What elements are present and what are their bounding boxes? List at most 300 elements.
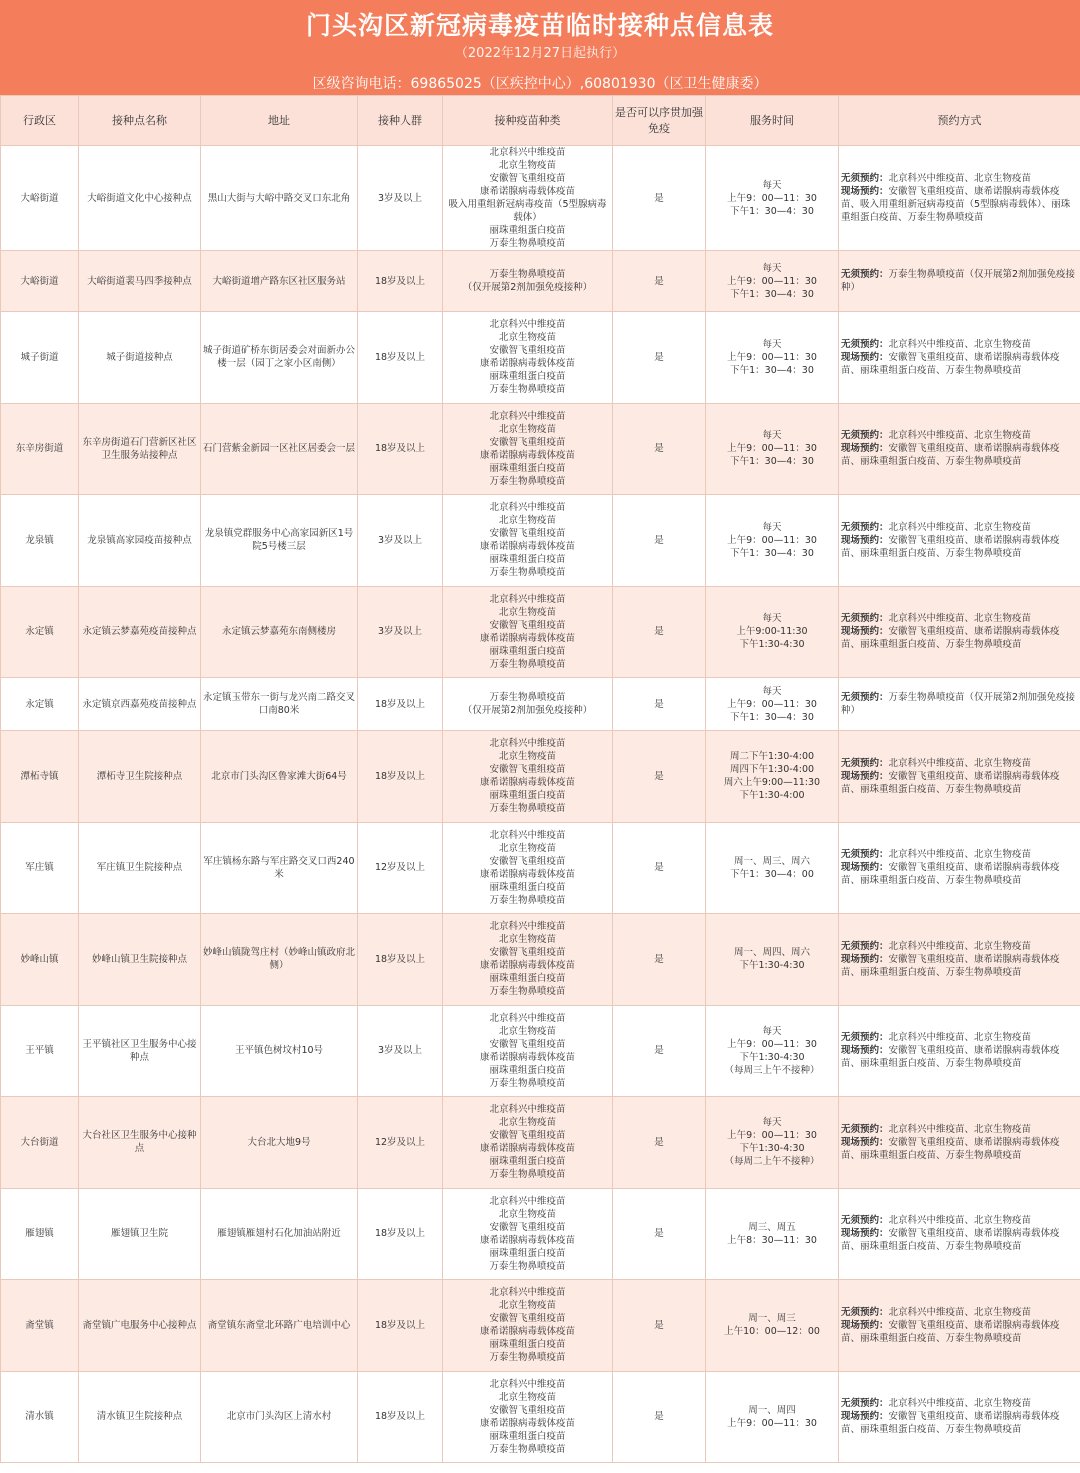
no-appointment-vaccines: 万泰生物鼻喷疫苗（仅开展第2剂加强免疫接种）	[841, 692, 1076, 716]
cell-vaccines	[443, 403, 613, 495]
onsite-appointment-label: 现场预约：	[841, 1319, 889, 1331]
vaccine-line: 北京生物疫苗	[498, 606, 556, 618]
cell-hours	[706, 1188, 839, 1280]
vaccine-line: 康希诺腺病毒载体疫苗	[479, 960, 575, 972]
onsite-appointment-label: 现场预约：	[841, 770, 889, 782]
vaccine-line: 康希诺腺病毒载体疫苗	[479, 1143, 575, 1155]
vaccine-line: 北京科兴中维疫苗	[489, 921, 566, 933]
hours-line: 下午1：30—4：00	[730, 868, 814, 880]
cell-age: 18岁及以上	[358, 251, 443, 312]
no-appointment-label: 无须预约：	[841, 1123, 889, 1135]
hours-line: 下午1：30—4：30	[730, 288, 814, 300]
no-appointment-vaccines: 北京科兴中维疫苗、北京生物疫苗	[888, 757, 1032, 769]
no-appointment-label: 无须预约：	[841, 1032, 889, 1044]
no-appointment-vaccines: 北京科兴中维疫苗、北京生物疫苗	[888, 1032, 1032, 1044]
vaccine-line: 康希诺腺病毒载体疫苗	[479, 1417, 575, 1429]
onsite-appointment-vaccines: 安徽智飞重组疫苗、康希诺腺病毒载体疫苗、吸入用重组新冠病毒疫苗（5型腺病毒载体）、丽珠重组蛋白疫苗、万泰生物鼻喷疫苗	[841, 186, 1071, 223]
col-booster: 是否可以序贯加强免疫	[613, 96, 706, 146]
hours-line: 下午1：30—4：30	[730, 205, 814, 217]
cell-hours	[706, 146, 839, 251]
onsite-appointment-label: 现场预约：	[841, 1045, 889, 1057]
cell-address: 北京市门头沟区上清水村	[201, 1371, 358, 1463]
hours-line: 周一、周三	[748, 1313, 796, 1325]
cell-vaccines	[443, 1371, 613, 1463]
table-row	[1, 822, 1080, 914]
vaccine-line: 丽珠重组蛋白疫苗	[489, 554, 566, 566]
vaccine-line: 北京生物疫苗	[498, 160, 556, 171]
vaccine-line: 北京科兴中维疫苗	[489, 1378, 566, 1390]
no-appointment-line	[841, 691, 1078, 717]
cell-district: 军庄镇	[1, 822, 79, 914]
vaccine-line: 吸入用重组新冠病毒疫苗（5型腺病毒载体）	[448, 199, 607, 223]
onsite-appointment-vaccines: 安徽智飞重组疫苗、康希诺腺病毒载体疫苗、丽珠重组蛋白疫苗、万泰生物鼻喷疫苗	[841, 351, 1060, 376]
vaccine-line: 康希诺腺病毒载体疫苗	[479, 358, 575, 370]
cell-age: 12岁及以上	[358, 1097, 443, 1189]
page-title: 门头沟区新冠病毒疫苗临时接种点信息表	[305, 11, 774, 40]
hours-line: 周六上午9:00—11:30	[723, 777, 821, 789]
cell-district: 王平镇	[1, 1005, 79, 1097]
cell-age: 18岁及以上	[358, 678, 443, 731]
cell-booster: 是	[613, 1005, 706, 1097]
vaccine-line: 康希诺腺病毒载体疫苗	[479, 449, 575, 461]
vaccine-line: 北京科兴中维疫苗	[489, 1195, 566, 1207]
cell-address: 斋堂镇东斋堂北环路广电培训中心	[201, 1280, 358, 1372]
vaccine-line: 北京科兴中维疫苗	[489, 410, 566, 422]
no-appointment-line	[841, 940, 1078, 953]
vaccination-table	[0, 95, 1080, 1463]
cell-age: 3岁及以上	[358, 586, 443, 678]
vaccine-line: 万泰生物鼻喷疫苗	[489, 384, 566, 396]
onsite-appointment-label: 现场预约：	[841, 186, 889, 197]
cell-age: 18岁及以上	[358, 731, 443, 823]
cell-booster: 是	[613, 1371, 706, 1463]
no-appointment-label: 无须预约：	[841, 338, 889, 350]
cell-appointment	[839, 678, 1080, 731]
cell-site: 龙泉镇高家园疫苗接种点	[79, 495, 201, 587]
cell-vaccines	[443, 1280, 613, 1372]
no-appointment-line	[841, 1397, 1078, 1410]
vaccine-line: 北京科兴中维疫苗	[489, 738, 566, 750]
no-appointment-label: 无须预约：	[841, 692, 889, 703]
cell-age: 3岁及以上	[358, 495, 443, 587]
no-appointment-label: 无须预约：	[841, 173, 889, 184]
cell-hours	[706, 731, 839, 823]
cell-address: 大台北大地9号	[201, 1097, 358, 1189]
vaccine-line: 万泰生物鼻喷疫苗	[489, 475, 566, 487]
cell-district: 潭柘寺镇	[1, 731, 79, 823]
hours-line: 上午9：00—11：30	[727, 351, 817, 363]
cell-appointment	[839, 586, 1080, 678]
cell-site: 永定镇云梦嘉苑疫苗接种点	[79, 586, 201, 678]
vaccine-line: 万泰生物鼻喷疫苗	[489, 986, 566, 998]
no-appointment-label: 无须预约：	[841, 1398, 889, 1410]
vaccine-line: 北京生物疫苗	[498, 842, 556, 854]
cell-vaccines	[443, 1097, 613, 1189]
vaccine-line: 丽珠重组蛋白疫苗	[489, 371, 566, 383]
cell-site: 斋堂镇广电服务中心接种点	[79, 1280, 201, 1372]
hours-line: 下午1：30—4：30	[730, 364, 814, 376]
vaccine-line: （仅开展第2剂加强免疫接种）	[462, 282, 593, 293]
cell-vaccines	[443, 678, 613, 731]
onsite-appointment-line	[841, 953, 1078, 979]
onsite-appointment-line	[841, 442, 1078, 468]
cell-vaccines	[443, 495, 613, 587]
table-row	[1, 1097, 1080, 1189]
vaccine-line: 安徽智飞重组疫苗	[489, 1221, 566, 1233]
hours-line: 下午1:30-4:30	[739, 960, 805, 972]
onsite-appointment-vaccines: 安徽智飞重组疫苗、康希诺腺病毒载体疫苗、丽珠重组蛋白疫苗、万泰生物鼻喷疫苗	[841, 626, 1060, 651]
table-row	[1, 403, 1080, 495]
vaccine-line: 安徽智飞重组疫苗	[489, 173, 566, 184]
table-header	[1, 96, 1080, 146]
cell-site: 王平镇社区卫生服务中心接种点	[79, 1005, 201, 1097]
col-district: 行政区	[1, 96, 79, 146]
no-appointment-line	[841, 268, 1078, 294]
hours-line: 周一、周三、周六	[733, 855, 810, 867]
onsite-appointment-vaccines: 安徽智飞重组疫苗、康希诺腺病毒载体疫苗、丽珠重组蛋白疫苗、万泰生物鼻喷疫苗	[841, 443, 1060, 468]
vaccine-line: 安徽智飞重组疫苗	[489, 1404, 566, 1416]
cell-address: 龙泉镇党群服务中心高家园新区1号院5号楼三层	[201, 495, 358, 587]
vaccine-line: 北京生物疫苗	[498, 1117, 556, 1129]
cell-hours	[706, 822, 839, 914]
cell-site: 军庄镇卫生院接种点	[79, 822, 201, 914]
cell-vaccines	[443, 914, 613, 1006]
hours-line: 每天	[762, 338, 782, 350]
vaccine-line: 万泰生物鼻喷疫苗	[489, 1260, 566, 1272]
hours-line: 周一、周四、周六	[733, 947, 810, 959]
cell-district: 雁翅镇	[1, 1188, 79, 1280]
cell-site: 大峪街道裴马四季接种点	[79, 251, 201, 312]
vaccine-line: 万泰生物鼻喷疫苗	[489, 1352, 566, 1364]
cell-address: 城子街道矿桥东街居委会对面新办公楼一层（园丁之家小区南侧）	[201, 312, 358, 404]
vaccine-line: 安徽智飞重组疫苗	[489, 528, 566, 540]
onsite-appointment-label: 现场预约：	[841, 1411, 889, 1423]
vaccine-line: 北京生物疫苗	[498, 332, 556, 344]
cell-hours	[706, 312, 839, 404]
vaccine-line: 北京科兴中维疫苗	[489, 147, 566, 158]
no-appointment-line	[841, 1031, 1078, 1044]
no-appointment-label: 无须预约：	[841, 269, 889, 280]
hours-line: 下午1:30-4:30	[739, 1051, 805, 1063]
cell-vaccines	[443, 312, 613, 404]
cell-hours	[706, 586, 839, 678]
onsite-appointment-label: 现场预约：	[841, 1228, 889, 1240]
onsite-appointment-vaccines: 安徽智飞重组疫苗、康希诺腺病毒载体疫苗、丽珠重组蛋白疫苗、万泰生物鼻喷疫苗	[841, 534, 1060, 559]
cell-booster: 是	[613, 403, 706, 495]
cell-district: 大台街道	[1, 1097, 79, 1189]
cell-district: 永定镇	[1, 678, 79, 731]
vaccine-line: 北京科兴中维疫苗	[489, 1287, 566, 1299]
cell-district: 大峪街道	[1, 146, 79, 251]
onsite-appointment-vaccines: 安徽智飞重组疫苗、康希诺腺病毒载体疫苗、丽珠重组蛋白疫苗、万泰生物鼻喷疫苗	[841, 1411, 1060, 1436]
no-appointment-label: 无须预约：	[841, 849, 889, 861]
hours-line: 上午9：00—11：30	[727, 698, 817, 710]
no-appointment-label: 无须预约：	[841, 940, 889, 952]
cell-district: 妙峰山镇	[1, 914, 79, 1006]
hours-line: 每天	[762, 262, 782, 274]
hours-line: （每周二上午不接种）	[724, 1156, 820, 1168]
no-appointment-label: 无须预约：	[841, 430, 889, 442]
cell-age: 18岁及以上	[358, 403, 443, 495]
cell-site: 东辛房街道石门营新区社区卫生服务站接种点	[79, 403, 201, 495]
no-appointment-line	[841, 1214, 1078, 1227]
cell-address: 王平镇色树坟村10号	[201, 1005, 358, 1097]
col-site: 接种点名称	[79, 96, 201, 146]
vaccine-line: 北京科兴中维疫苗	[489, 1012, 566, 1024]
cell-appointment	[839, 1280, 1080, 1372]
vaccine-line: 康希诺腺病毒载体疫苗	[479, 541, 575, 553]
col-age: 接种人群	[358, 96, 443, 146]
hours-line: 下午1:30-4:30	[739, 639, 805, 651]
cell-district: 城子街道	[1, 312, 79, 404]
vaccine-line: 北京生物疫苗	[498, 1208, 556, 1220]
onsite-appointment-label: 现场预约：	[841, 626, 889, 638]
onsite-appointment-line	[841, 1044, 1078, 1070]
cell-vaccines	[443, 731, 613, 823]
no-appointment-vaccines: 北京科兴中维疫苗、北京生物疫苗	[888, 1306, 1032, 1318]
no-appointment-line	[841, 338, 1078, 351]
vaccine-line: 万泰生物鼻喷疫苗	[489, 269, 566, 280]
cell-appointment	[839, 146, 1080, 251]
table-row	[1, 312, 1080, 404]
cell-vaccines	[443, 251, 613, 312]
cell-address: 永定镇云梦嘉苑东南侧楼房	[201, 586, 358, 678]
hours-line: 下午1：30—4：30	[730, 456, 814, 468]
cell-booster: 是	[613, 678, 706, 731]
cell-booster: 是	[613, 312, 706, 404]
cell-site: 雁翅镇卫生院	[79, 1188, 201, 1280]
cell-appointment	[839, 312, 1080, 404]
table-row	[1, 731, 1080, 823]
cell-site: 永定镇京西嘉苑疫苗接种点	[79, 678, 201, 731]
onsite-appointment-line	[841, 351, 1078, 377]
cell-hours	[706, 1280, 839, 1372]
vaccine-line: 北京生物疫苗	[498, 1025, 556, 1037]
cell-site: 清水镇卫生院接种点	[79, 1371, 201, 1463]
table-row	[1, 251, 1080, 312]
onsite-appointment-vaccines: 安徽智飞重组疫苗、康希诺腺病毒载体疫苗、丽珠重组蛋白疫苗、万泰生物鼻喷疫苗	[841, 1136, 1060, 1161]
hours-line: 每天	[762, 430, 782, 442]
no-appointment-line	[841, 1123, 1078, 1136]
no-appointment-line	[841, 429, 1078, 442]
cell-hours	[706, 1097, 839, 1189]
hours-line: 上午9：00—11：30	[727, 534, 817, 546]
table-row	[1, 678, 1080, 731]
cell-hours	[706, 678, 839, 731]
onsite-appointment-line	[841, 625, 1078, 651]
col-hours: 服务时间	[706, 96, 839, 146]
no-appointment-label: 无须预约：	[841, 1306, 889, 1318]
no-appointment-vaccines: 北京科兴中维疫苗、北京生物疫苗	[888, 849, 1032, 861]
hours-line: 上午9：00—11：30	[727, 1038, 817, 1050]
no-appointment-vaccines: 北京科兴中维疫苗、北京生物疫苗	[888, 430, 1032, 442]
vaccine-line: 万泰生物鼻喷疫苗	[489, 692, 566, 703]
table-row	[1, 1005, 1080, 1097]
onsite-appointment-line	[841, 861, 1078, 887]
cell-hours	[706, 1371, 839, 1463]
hours-line: 周二下午1:30-4:00	[729, 751, 815, 763]
vaccine-line: 丽珠重组蛋白疫苗	[489, 790, 566, 802]
onsite-appointment-label: 现场预约：	[841, 953, 889, 965]
hours-line: 上午9:00-11:30	[736, 626, 808, 638]
vaccine-line: 万泰生物鼻喷疫苗	[489, 567, 566, 579]
hours-line: 下午1:30-4:30	[739, 1143, 805, 1155]
cell-site: 妙峰山镇卫生院接种点	[79, 914, 201, 1006]
hours-line: 上午9：00—11：30	[727, 275, 817, 287]
hours-line: 每天	[762, 521, 782, 533]
vaccine-line: 万泰生物鼻喷疫苗	[489, 894, 566, 906]
cell-address: 黑山大街与大峪中路交叉口东北角	[201, 146, 358, 251]
vaccine-line: 安徽智飞重组疫苗	[489, 345, 566, 357]
vaccine-line: 丽珠重组蛋白疫苗	[489, 1339, 566, 1351]
vaccine-line: 丽珠重组蛋白疫苗	[489, 973, 566, 985]
cell-age: 18岁及以上	[358, 1188, 443, 1280]
hours-line: 每天	[762, 613, 782, 625]
hours-line: 上午9：00—11：30	[727, 443, 817, 455]
cell-hours	[706, 914, 839, 1006]
table-row	[1, 1188, 1080, 1280]
vaccine-line: 康希诺腺病毒载体疫苗	[479, 186, 575, 197]
onsite-appointment-label: 现场预约：	[841, 1136, 889, 1148]
vaccine-line: 万泰生物鼻喷疫苗	[489, 238, 566, 249]
hours-line: 每天	[762, 685, 782, 697]
cell-district: 清水镇	[1, 1371, 79, 1463]
cell-booster: 是	[613, 1188, 706, 1280]
cell-hours	[706, 403, 839, 495]
vaccine-line: 丽珠重组蛋白疫苗	[489, 645, 566, 657]
cell-district: 永定镇	[1, 586, 79, 678]
vaccine-line: 北京生物疫苗	[498, 423, 556, 435]
no-appointment-line	[841, 172, 1078, 185]
vaccine-line: 丽珠重组蛋白疫苗	[489, 1247, 566, 1259]
no-appointment-line	[841, 848, 1078, 861]
vaccine-line: 丽珠重组蛋白疫苗	[489, 881, 566, 893]
vaccine-line: 丽珠重组蛋白疫苗	[489, 462, 566, 474]
no-appointment-vaccines: 北京科兴中维疫苗、北京生物疫苗	[888, 1215, 1032, 1227]
cell-booster: 是	[613, 586, 706, 678]
cell-appointment	[839, 1097, 1080, 1189]
table-row	[1, 1280, 1080, 1372]
vaccine-line: 康希诺腺病毒载体疫苗	[479, 777, 575, 789]
no-appointment-vaccines: 北京科兴中维疫苗、北京生物疫苗	[888, 173, 1032, 184]
vaccine-line: 丽珠重组蛋白疫苗	[489, 1430, 566, 1442]
hours-line: 下午1：30—4：30	[730, 547, 814, 559]
vaccine-line: 北京科兴中维疫苗	[489, 319, 566, 331]
vaccine-line: 北京生物疫苗	[498, 934, 556, 946]
cell-address: 军庄镇杨东路与军庄路交叉口西240米	[201, 822, 358, 914]
cell-vaccines	[443, 1005, 613, 1097]
cell-hours	[706, 1005, 839, 1097]
vaccine-line: 北京科兴中维疫苗	[489, 502, 566, 514]
no-appointment-label: 无须预约：	[841, 1215, 889, 1227]
hours-line: 上午9：00—11：30	[727, 1130, 817, 1142]
vaccine-line: 万泰生物鼻喷疫苗	[489, 1077, 566, 1089]
no-appointment-vaccines: 北京科兴中维疫苗、北京生物疫苗	[888, 338, 1032, 350]
onsite-appointment-vaccines: 安徽智飞重组疫苗、康希诺腺病毒载体疫苗、丽珠重组蛋白疫苗、万泰生物鼻喷疫苗	[841, 953, 1060, 978]
onsite-appointment-label: 现场预约：	[841, 862, 889, 874]
cell-age: 18岁及以上	[358, 1371, 443, 1463]
col-vaccines: 接种疫苗种类	[443, 96, 613, 146]
cell-address: 雁翅镇雁翅村石化加油站附近	[201, 1188, 358, 1280]
vaccine-line: 丽珠重组蛋白疫苗	[489, 1064, 566, 1076]
onsite-appointment-vaccines: 安徽智飞重组疫苗、康希诺腺病毒载体疫苗、丽珠重组蛋白疫苗、万泰生物鼻喷疫苗	[841, 770, 1060, 795]
cell-appointment	[839, 1188, 1080, 1280]
onsite-appointment-vaccines: 安徽智飞重组疫苗、康希诺腺病毒载体疫苗、丽珠重组蛋白疫苗、万泰生物鼻喷疫苗	[841, 1319, 1060, 1344]
cell-site: 城子街道接种点	[79, 312, 201, 404]
hours-line: （每周三上午不接种）	[724, 1064, 820, 1076]
cell-booster: 是	[613, 914, 706, 1006]
hours-line: 下午1:30-4:00	[739, 790, 805, 802]
cell-address: 北京市门头沟区鲁家滩大街64号	[201, 731, 358, 823]
cell-age: 12岁及以上	[358, 822, 443, 914]
onsite-appointment-line	[841, 770, 1078, 796]
hours-line: 下午1：30—4：30	[730, 711, 814, 723]
no-appointment-line	[841, 1306, 1078, 1319]
col-address: 地址	[201, 96, 358, 146]
cell-district: 斋堂镇	[1, 1280, 79, 1372]
cell-booster: 是	[613, 1280, 706, 1372]
hours-line: 每天	[762, 1025, 782, 1037]
vaccine-line: 万泰生物鼻喷疫苗	[489, 1443, 566, 1455]
no-appointment-label: 无须预约：	[841, 521, 889, 533]
cell-district: 东辛房街道	[1, 403, 79, 495]
table-row	[1, 1371, 1080, 1463]
hours-line: 上午10：00—12：00	[724, 1326, 820, 1338]
vaccine-line: 万泰生物鼻喷疫苗	[489, 1169, 566, 1181]
table-row	[1, 495, 1080, 587]
vaccine-line: 北京科兴中维疫苗	[489, 829, 566, 841]
cell-site: 大台社区卫生服务中心接种点	[79, 1097, 201, 1189]
cell-age: 18岁及以上	[358, 312, 443, 404]
cell-age: 3岁及以上	[358, 1005, 443, 1097]
cell-address: 永定镇玉带东一街与龙兴南二路交叉口南80米	[201, 678, 358, 731]
hours-line: 每天	[762, 179, 782, 191]
cell-district: 龙泉镇	[1, 495, 79, 587]
vaccine-line: 北京科兴中维疫苗	[489, 1104, 566, 1116]
onsite-appointment-label: 现场预约：	[841, 443, 889, 455]
vaccine-line: 安徽智飞重组疫苗	[489, 855, 566, 867]
no-appointment-vaccines: 北京科兴中维疫苗、北京生物疫苗	[888, 940, 1032, 952]
vaccine-line: 安徽智飞重组疫苗	[489, 1038, 566, 1050]
vaccine-line: 北京生物疫苗	[498, 515, 556, 527]
vaccine-line: （仅开展第2剂加强免疫接种）	[462, 705, 593, 716]
cell-address: 妙峰山镇陇驾庄村（妙峰山镇政府北侧）	[201, 914, 358, 1006]
onsite-appointment-vaccines: 安徽智飞重组疫苗、康希诺腺病毒载体疫苗、丽珠重组蛋白疫苗、万泰生物鼻喷疫苗	[841, 1228, 1060, 1253]
cell-booster: 是	[613, 146, 706, 251]
cell-address: 石门营紫金新园一区社区居委会一层	[201, 403, 358, 495]
cell-appointment	[839, 822, 1080, 914]
cell-booster: 是	[613, 731, 706, 823]
onsite-appointment-line	[841, 534, 1078, 560]
vaccine-line: 安徽智飞重组疫苗	[489, 1130, 566, 1142]
cell-vaccines	[443, 586, 613, 678]
col-appointment: 预约方式	[839, 96, 1080, 146]
no-appointment-label: 无须预约：	[841, 757, 889, 769]
hours-line: 每天	[762, 1117, 782, 1129]
cell-booster: 是	[613, 1097, 706, 1189]
header-banner	[0, 0, 1080, 95]
no-appointment-label: 无须预约：	[841, 613, 889, 625]
onsite-appointment-vaccines: 安徽智飞重组疫苗、康希诺腺病毒载体疫苗、丽珠重组蛋白疫苗、万泰生物鼻喷疫苗	[841, 1045, 1060, 1070]
cell-appointment	[839, 495, 1080, 587]
vaccine-line: 安徽智飞重组疫苗	[489, 436, 566, 448]
vaccine-line: 安徽智飞重组疫苗	[489, 764, 566, 776]
cell-booster: 是	[613, 822, 706, 914]
no-appointment-line	[841, 612, 1078, 625]
cell-appointment	[839, 251, 1080, 312]
vaccine-line: 康希诺腺病毒载体疫苗	[479, 1051, 575, 1063]
hours-line: 上午9：00—11：30	[727, 192, 817, 204]
